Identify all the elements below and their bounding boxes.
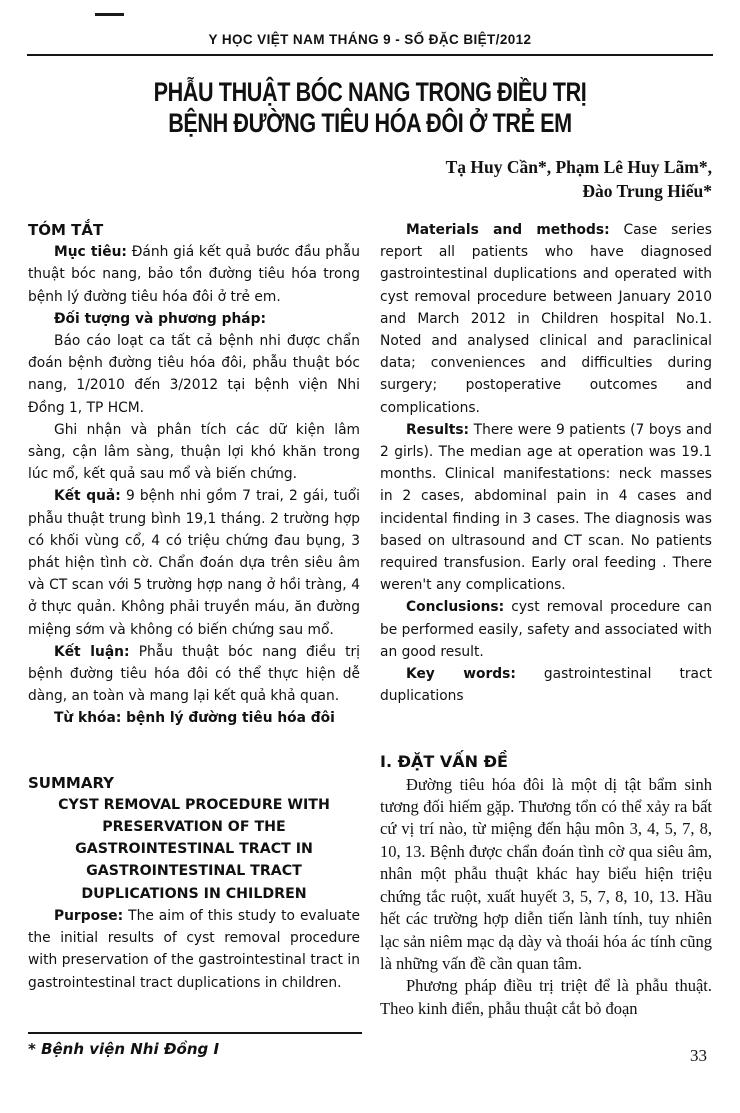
english-subtitle-line2: PRESERVATION OF THE <box>102 819 286 836</box>
summary-results-text: There were 9 patients (7 boys and 2 girls). The median age at operation was 19.1 months. Clinical manifestations: neck masses in 2 cases, abdominal pain in 4 cases and incidental finding in 3 cases. The diagnosis was based on ultrasound and CT scan. No patients required transfusion. Early oral feeding . There weren't any complications. <box>380 421 712 594</box>
article-title <box>0 77 740 139</box>
objective-text: Đánh giá kết quả bước đầu phẫu thuật bóc nang, bảo tồn đường tiêu hóa trong bệnh lý đường tiêu hóa đôi ở trẻ em. <box>28 244 360 305</box>
two-column-body <box>0 219 740 1020</box>
purpose-label: Purpose: <box>54 907 124 924</box>
abstract-methods-paragraph2: Ghi nhận và phân tích các dữ kiện lâm sàng, cận lâm sàng, thuận lợi khó khăn trong lúc mổ, kết quả sau mổ và biến chứng. <box>28 421 360 483</box>
scan-artifact-dash <box>95 13 124 16</box>
methods-label: Đối tượng và phương pháp: <box>54 310 266 327</box>
abstract-conclusion-paragraph <box>28 641 360 708</box>
materials-label: Materials and methods: <box>406 222 610 238</box>
summary-materials-paragraph <box>380 219 712 419</box>
abstract-heading: TÓM TẮT <box>28 221 104 239</box>
article-title-line2: BỆNH ĐƯỜNG TIÊU HÓA ĐÔI Ở TRẺ EM <box>168 108 572 138</box>
conclusion-text: Phẫu thuật bóc nang điều trị bệnh đường tiêu hóa đôi có thể thực hiện dễ dàng, an toàn và mang lại kết quả khả quan. <box>28 643 360 705</box>
summary-results-paragraph <box>380 419 712 597</box>
results-text: 9 bệnh nhi gồm 7 trai, 2 gái, tuổi phẫu thuật trung bình 19,1 tháng. 2 trường hợp có khối vùng cổ, 4 có triệu chứng đau bụng, 3 phát hiện tình cờ. Chẩn đoán dựa trên siêu âm và CT scan với 5 trường hợp nang ở hồi tràng, 4 ở thực quản. Không phải truyền máu, ăn đường miệng sớm và không có biến chứng sau mổ. <box>28 488 360 638</box>
right-column <box>380 219 712 1020</box>
header-rule <box>27 54 713 56</box>
results-label: Kết quả: <box>54 488 121 505</box>
english-subtitle-line4: GASTROINTESTINAL TRACT <box>86 863 302 880</box>
abstract-objective-paragraph <box>28 241 360 308</box>
keywords-label-en: Key words: <box>406 666 516 683</box>
purpose-text: The aim of this study to evaluate the initial results of cyst removal procedure with preservation of the gastrointestinal tract in gastrointestinal tract duplications in children. <box>28 907 360 991</box>
summary-conclusions-paragraph <box>380 596 712 663</box>
keywords-line-vi: Từ khóa: bệnh lý đường tiêu hóa đôi <box>54 710 335 727</box>
conclusions-label: Conclusions: <box>406 599 505 616</box>
journal-header: Y HỌC VIỆT NAM THÁNG 9 - SỐ ĐẶC BIỆT/2012 <box>208 32 532 47</box>
summary-results-label: Results: <box>406 421 470 438</box>
authors-line1: Tạ Huy Cần*, Phạm Lê Huy Lãm*, <box>445 157 712 177</box>
abstract-results-paragraph <box>28 485 360 640</box>
abstract-methods-paragraph1: Báo cáo loạt ca tất cả bệnh nhi được chẩn đoán bệnh đường tiêu hóa đôi, phẫu thuật bóc nang, 1/2010 đến 3/2012 tại bệnh viện Nhi Đồng 1, TP HCM. <box>28 333 360 416</box>
intro-section-heading: I. ĐẶT VẤN ĐỀ <box>380 752 508 772</box>
keywords-text-en: gastrointestinal tract duplications <box>380 666 712 705</box>
objective-label: Mục tiêu: <box>54 244 127 261</box>
summary-purpose-paragraph <box>28 905 360 994</box>
english-subtitle-line5: DUPLICATIONS IN CHILDREN <box>81 885 307 902</box>
english-subtitle-line1: CYST REMOVAL PROCEDURE WITH <box>58 796 330 813</box>
intro-paragraph2: Phương pháp điều trị triệt để là phẫu thuật. Theo kinh điển, phẫu thuật cắt bỏ đoạn <box>380 976 712 1018</box>
conclusions-text: cyst removal procedure can be performed easily, safety and associated with an good result. <box>380 599 713 660</box>
summary-heading: SUMMARY <box>28 773 115 792</box>
english-subtitle <box>28 794 360 905</box>
summary-keywords-paragraph <box>380 663 712 707</box>
authors-line2: Đào Trung Hiếu* <box>582 181 712 201</box>
affiliation-footnote: * Bệnh viện Nhi Đồng I <box>28 1032 362 1058</box>
materials-text: Case series report all patients who have diagnosed gastrointestinal duplications and operated with cyst removal procedure between January 2010 and March 2012 in Children hospital No.1. Noted and analysed clinical and paraclinical data; conveniences and difficulties during surgery; postoperative outcomes and complications. <box>380 222 712 416</box>
page-number: 33 <box>690 1046 707 1065</box>
left-column <box>28 219 360 1020</box>
intro-paragraph1: Đường tiêu hóa đôi là một dị tật bẩm sinh tương đối hiếm gặp. Thương tổn có thể xảy ra bất cứ vị trí nào, từ miệng đến hậu môn 3, 4, 5, 7, 8, 10, 13. Bệnh được chẩn đoán tình cờ qua siêu âm, nhân một phẫu thuật khác hay biểu hiện triệu chứng tắc ruột, xuất huyết 3, 5, 7, 8, 10, 13. Hầu hết các trường hợp diễn tiến lành tính, tuy nhiên lạc sản niêm mạc dạ dày và thoái hóa ác tính cũng là những vấn đề cần quan tâm. <box>380 774 712 973</box>
conclusion-label: Kết luận: <box>54 643 130 660</box>
article-title-line1: PHẪU THUẬT BÓC NANG TRONG ĐIỀU TRỊ <box>153 77 587 107</box>
english-subtitle-line3: GASTROINTESTINAL TRACT IN <box>75 841 313 858</box>
author-block <box>0 155 740 203</box>
